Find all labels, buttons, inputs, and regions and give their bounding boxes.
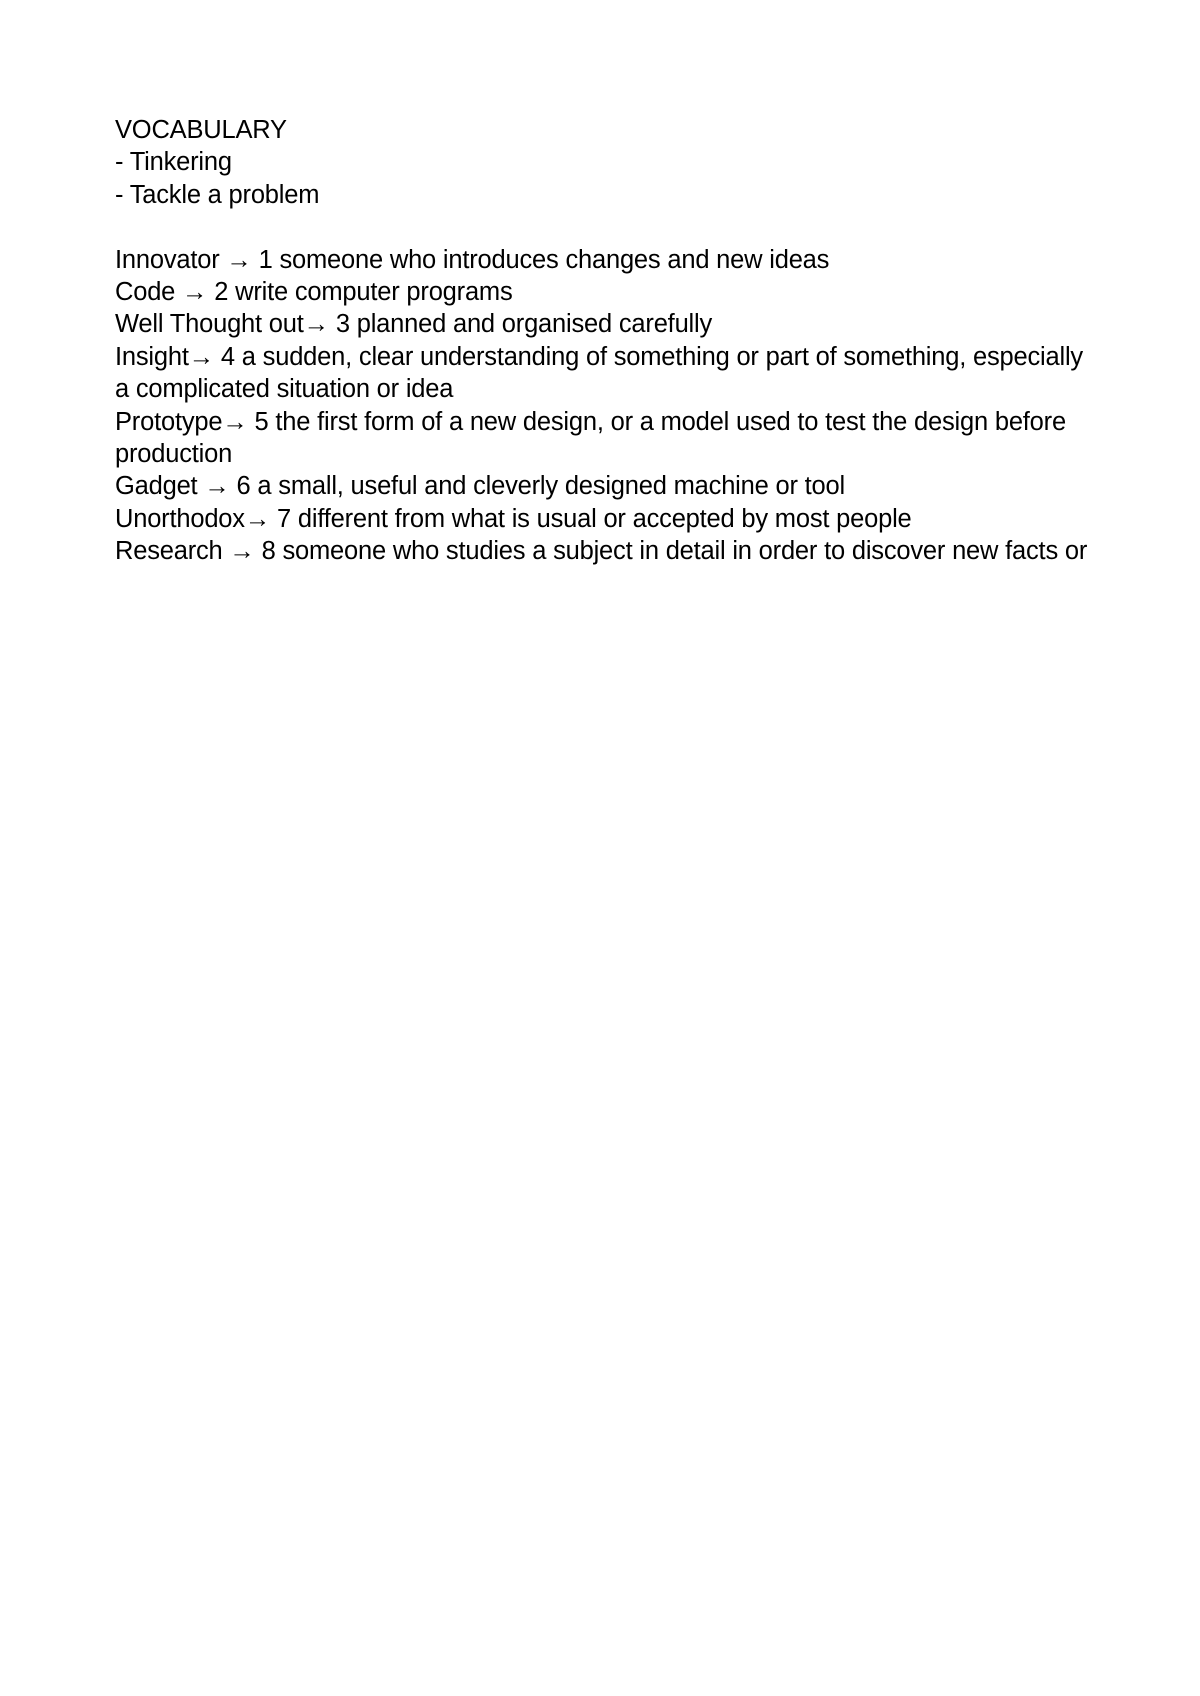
vocab-entry-gadget bbox=[115, 470, 1095, 502]
vocab-definition: 2 write computer programs bbox=[207, 278, 513, 307]
arrow-icon: → bbox=[188, 342, 215, 371]
vocab-definition: 5 the first form of a new design, or a model used to test the design before production bbox=[115, 407, 1066, 469]
arrow-icon: → bbox=[226, 245, 252, 274]
blank-line bbox=[115, 211, 1095, 243]
vocab-term: Well Thought out bbox=[115, 310, 304, 339]
bullet-item: - Tinkering bbox=[115, 148, 232, 177]
vocab-term: Code bbox=[115, 278, 183, 307]
vocab-entry-code bbox=[115, 276, 1095, 308]
arrow-icon: → bbox=[222, 407, 248, 436]
vocab-entry-well-thought-out bbox=[115, 308, 1095, 340]
vocab-entry-innovator bbox=[115, 244, 1095, 276]
arrow-icon: → bbox=[303, 310, 329, 339]
vocab-term: Innovator bbox=[115, 245, 227, 274]
vocab-term: Insight bbox=[115, 342, 189, 371]
vocab-term: Prototype bbox=[115, 407, 223, 436]
vocab-term: Research bbox=[115, 537, 230, 566]
vocab-definition: 6 a small, useful and cleverly designed machine or tool bbox=[229, 472, 845, 501]
vocab-entry-unorthodox bbox=[115, 503, 1095, 535]
vocab-definition: 1 someone who introduces changes and new ideas bbox=[251, 245, 830, 274]
document-heading: VOCABULARY bbox=[115, 116, 287, 144]
vocab-definition: 3 planned and organised carefully bbox=[328, 310, 713, 339]
bullet-item: - Tackle a problem bbox=[115, 180, 320, 209]
arrow-icon: → bbox=[244, 504, 271, 533]
vocab-definition: 8 someone who studies a subject in detail in order to discover new facts or bbox=[254, 537, 1088, 566]
vocab-definition: 4 a sudden, clear understanding of something or part of something, especially a complicated situation or idea bbox=[115, 342, 1083, 404]
vocab-term: Gadget bbox=[115, 472, 205, 501]
vocab-term: Unorthodox bbox=[115, 504, 245, 533]
arrow-icon: → bbox=[182, 278, 208, 307]
document-body bbox=[115, 114, 1095, 568]
arrow-icon: → bbox=[204, 472, 230, 501]
vocab-entry-prototype bbox=[115, 406, 1095, 471]
vocab-definition: 7 different from what is usual or accepted by most people bbox=[270, 504, 912, 533]
vocab-entry-research bbox=[115, 535, 1095, 567]
vocab-entry-insight bbox=[115, 341, 1095, 406]
arrow-icon: → bbox=[229, 537, 255, 566]
